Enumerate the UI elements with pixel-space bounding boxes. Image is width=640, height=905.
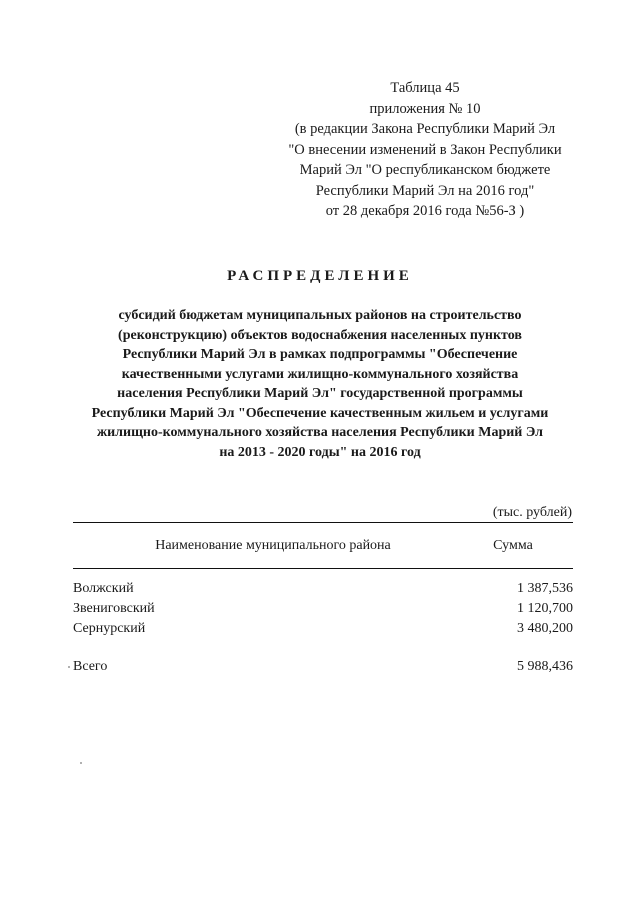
header-line: приложения № 10 [369,100,481,117]
scan-speck [68,666,70,668]
subtitle-line: жилищно-коммунального хозяйства населения Республики Марий Эл [96,425,544,440]
total-sum: 5 988,436 [517,659,573,674]
subtitle-line: Республики Марий Эл "Обеспечение качественным жильем и услугами [91,405,549,421]
subtitle-line: качественными услугами жилищно-коммунального хозяйства [121,366,519,382]
table-body [73,569,573,677]
header-line: Марий Эл "О республиканском бюджете [299,162,551,178]
header-line: Республики Марий Эл на 2016 год" [315,182,535,199]
units-label: (тыс. рублей) [492,505,572,520]
subtitle-line: (реконструкцию) объектов водоснабжения населенных пунктов [118,327,522,343]
total-row [73,657,573,677]
header-line: от 28 декабря 2016 года №56-З ) [325,203,525,219]
distribution-table [73,522,573,677]
scan-speck [80,762,82,764]
district-name: Звениговский [73,601,155,616]
district-sum: 1 120,700 [517,601,573,616]
subtitle-line: населения Республики Марий Эл" государственной программы [117,386,523,401]
table-header [73,523,573,568]
table-row [73,579,573,599]
district-sum: 3 480,200 [517,621,573,636]
header-district-name: Наименование муниципального района [155,537,391,553]
district-sum: 1 387,536 [517,581,573,596]
header-sum: Сумма [493,537,533,553]
district-name: Волжский [73,581,134,596]
header-line: (в редакции Закона Республики Марий Эл [294,121,556,137]
subtitle-line: Республики Марий Эл в рамках подпрограммы "Обеспечение [122,347,518,362]
appendix-header [265,78,585,222]
district-name: Сернурский [73,621,146,636]
table-row [73,619,573,639]
subtitle-line: на 2013 - 2020 годы" на 2016 год [219,444,421,460]
subtitle-line: субсидий бюджетам муниципальных районов на строительство [118,308,522,323]
header-line: "О внесении изменений в Закон Республики [288,141,562,158]
document-title: РАСПРЕДЕЛЕНИЕ [227,268,413,284]
table-row [73,599,573,619]
document-subtitle [60,306,580,462]
header-line: Таблица 45 [390,80,460,96]
total-label: Всего [73,659,108,674]
